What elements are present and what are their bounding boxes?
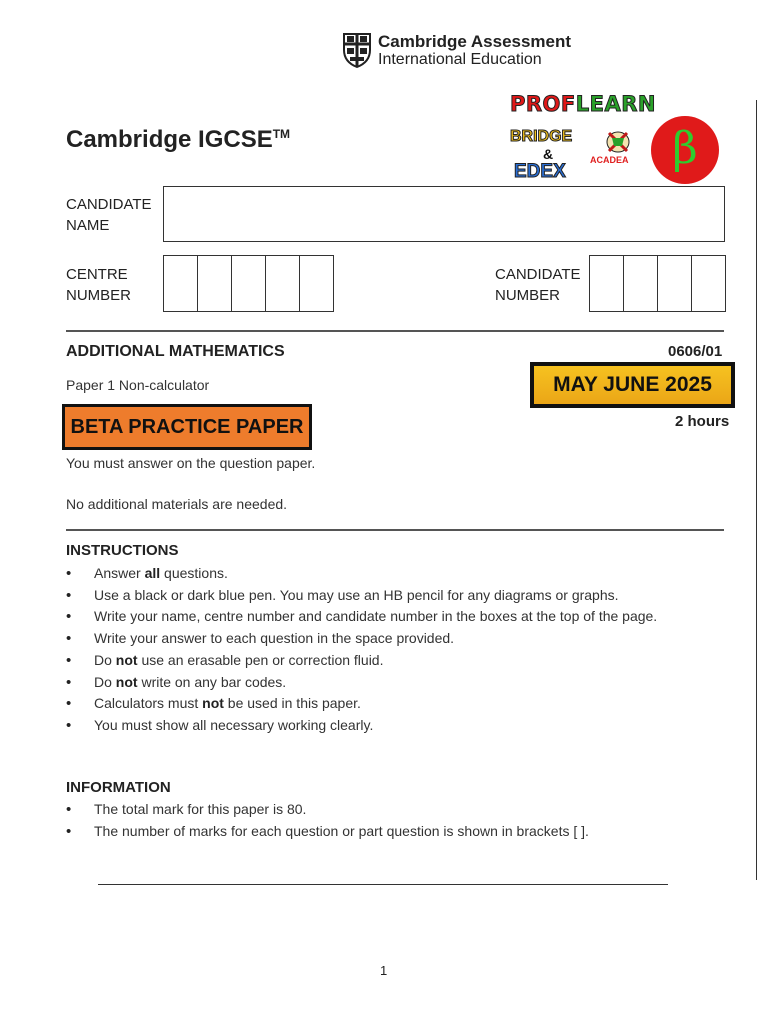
paper-name: Paper 1 Non-calculator (66, 377, 210, 393)
page-number: 1 (380, 963, 388, 978)
candidate-number-cell[interactable] (657, 255, 692, 312)
trademark: TM (272, 127, 291, 141)
centre-number-cell[interactable] (265, 255, 300, 312)
centre-number-cell[interactable] (299, 255, 334, 312)
information-list (66, 799, 589, 842)
list-item: • You must show all necessary working clearly. (66, 715, 657, 737)
title-text: Cambridge IGCSE (66, 126, 273, 153)
page-title (66, 126, 290, 154)
list-item: • Write your name, centre number and candidate number in the boxes at the top of the page. (66, 606, 657, 628)
paper-code: 0606/01 (668, 343, 723, 360)
list-item: • Do not use an erasable pen or correction fluid. (66, 650, 657, 672)
list-item: • The number of marks for each question or part question is shown in brackets [ ]. (66, 821, 589, 843)
footer-divider (98, 884, 668, 885)
list-item: • Calculators must not be used in this paper. (66, 693, 657, 715)
proflearn-logo (510, 92, 656, 116)
duration: 2 hours (675, 413, 730, 430)
list-item: • Write your answer to each question in the space provided. (66, 628, 657, 650)
candidate-name-field[interactable] (163, 186, 725, 242)
list-item: • Do not write on any bar codes. (66, 672, 657, 694)
beta-logo: β (651, 116, 719, 184)
instructions-heading: INSTRUCTIONS (66, 542, 179, 559)
proflearn-red-text: PROF (510, 92, 576, 116)
candidate-number-cell[interactable] (589, 255, 624, 312)
ampersand-text: & (543, 146, 554, 162)
candidate-number-cell[interactable] (623, 255, 658, 312)
session-badge: MAY JUNE 2025 (530, 362, 735, 408)
edex-text: EDEX (514, 161, 566, 182)
divider (66, 529, 724, 531)
list-item: • Use a black or dark blue pen. You may use an HB pencil for any diagrams or graphs. (66, 585, 657, 607)
proflearn-green-text: LEARN (575, 92, 656, 116)
list-item: • Answer all questions. (66, 563, 657, 585)
materials-note: No additional materials are needed. (66, 496, 288, 512)
centre-number-cell[interactable] (197, 255, 232, 312)
org-name-line1: Cambridge Assessment (378, 32, 572, 51)
centre-number-label: CENTRE NUMBER (66, 266, 132, 304)
divider (66, 330, 724, 332)
practice-badge: BETA PRACTICE PAPER (62, 404, 312, 450)
right-margin-line (756, 100, 757, 880)
cambridge-crest-icon (342, 32, 372, 68)
candidate-number-label: CANDIDATE NUMBER (495, 266, 581, 304)
answer-note: You must answer on the question paper. (66, 455, 316, 471)
bridge-text: BRIDGE (510, 128, 573, 145)
instructions-list (66, 563, 657, 737)
academy-label: ACADEA (590, 155, 629, 165)
org-name-line2: International Education (378, 51, 542, 68)
centre-number-cell[interactable] (231, 255, 266, 312)
list-item: • The total mark for this paper is 80. (66, 799, 589, 821)
centre-number-boxes (163, 255, 333, 312)
candidate-number-cell[interactable] (691, 255, 726, 312)
centre-number-cell[interactable] (163, 255, 198, 312)
information-heading: INFORMATION (66, 779, 171, 796)
subject-title: ADDITIONAL MATHEMATICS (66, 343, 285, 360)
candidate-name-label: CANDIDATE NAME (66, 196, 152, 234)
candidate-number-boxes (589, 255, 725, 312)
